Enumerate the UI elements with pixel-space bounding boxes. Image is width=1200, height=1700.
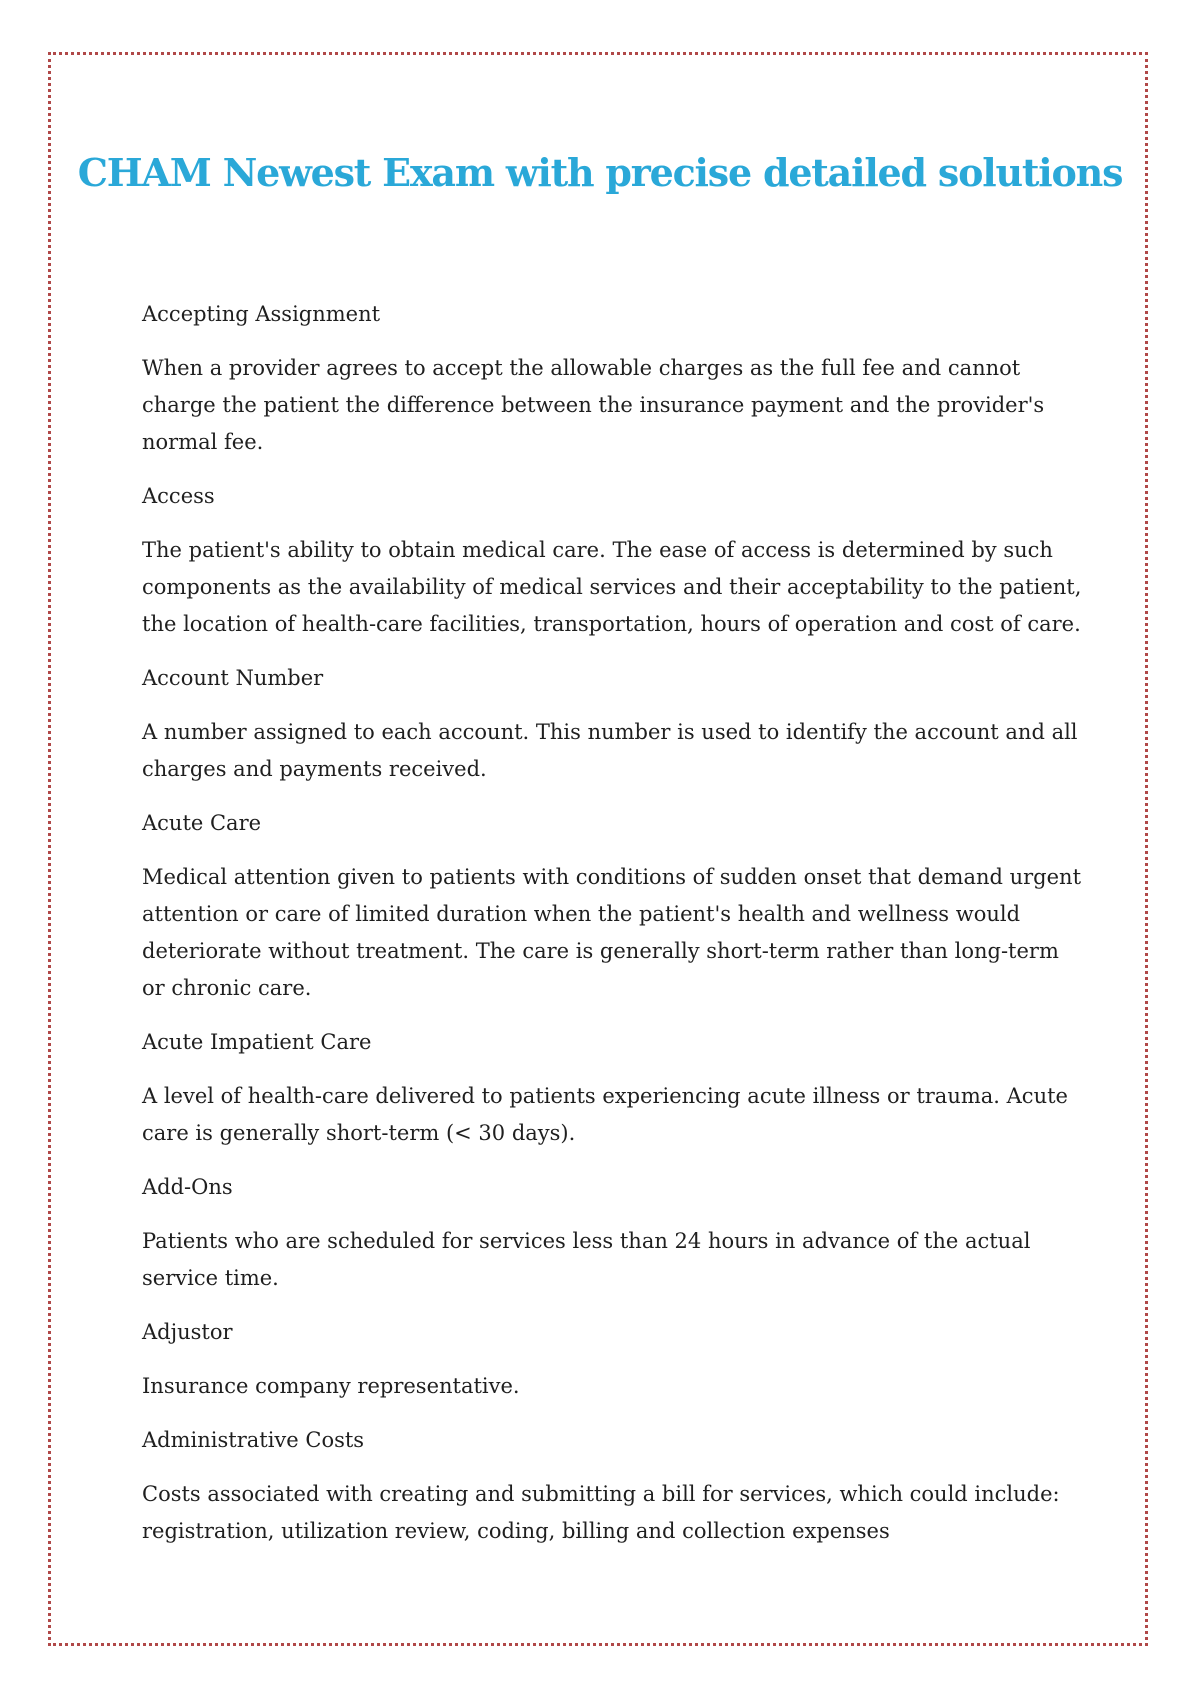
glossary-entry xyxy=(142,1422,1082,1550)
glossary-term: Access xyxy=(142,484,215,508)
glossary-entry xyxy=(142,478,1082,643)
glossary-entry xyxy=(142,805,1082,1007)
glossary-term: Account Number xyxy=(142,666,324,690)
glossary-definition: When a provider agrees to accept the allowable charges as the full fee and cannot charge the patient the difference between the insurance payment and the provider's normal fee. xyxy=(142,356,1045,454)
glossary-definition: Medical attention given to patients with conditions of sudden onset that demand urgent attention or care of limited duration when the patient's health and wellness would deteriorate without treatment. The care is generally short-term rather than long-term or chronic care. xyxy=(142,865,1082,1000)
glossary-entry xyxy=(142,1024,1082,1152)
glossary-definition: The patient's ability to obtain medical care. The ease of access is determined by such components as the availability of medical services and their acceptability to the patient, the location of health-care facilities, transportation, hours of operation and cost of care. xyxy=(142,538,1082,636)
glossary-term: Add-Ons xyxy=(142,1175,233,1199)
glossary-definition: Insurance company representative. xyxy=(142,1374,520,1398)
glossary-term: Acute Impatient Care xyxy=(142,1030,372,1054)
glossary-entry xyxy=(142,660,1082,788)
glossary-term: Accepting Assignment xyxy=(142,302,381,326)
glossary-entry xyxy=(142,1169,1082,1297)
document-title: CHAM Newest Exam with precise detailed solutions xyxy=(77,150,1123,195)
glossary-definition: Costs associated with creating and submitting a bill for services, which could include: registration, utilization review, coding, billing and collection expenses xyxy=(142,1482,1060,1543)
glossary-entry xyxy=(142,296,1082,461)
glossary-definition: A level of health-care delivered to patients experiencing acute illness or trauma. Acute care is generally short-term (< 30 days). xyxy=(142,1084,1068,1145)
glossary-term: Acute Care xyxy=(142,811,262,835)
glossary-entry xyxy=(142,1314,1082,1405)
glossary-definition: A number assigned to each account. This number is used to identify the account and all charges and payments received. xyxy=(142,720,1078,781)
glossary-term: Administrative Costs xyxy=(142,1428,365,1452)
glossary-term: Adjustor xyxy=(142,1320,233,1344)
glossary-definition: Patients who are scheduled for services less than 24 hours in advance of the actual service time. xyxy=(142,1229,1031,1290)
glossary-list xyxy=(142,296,1082,1567)
